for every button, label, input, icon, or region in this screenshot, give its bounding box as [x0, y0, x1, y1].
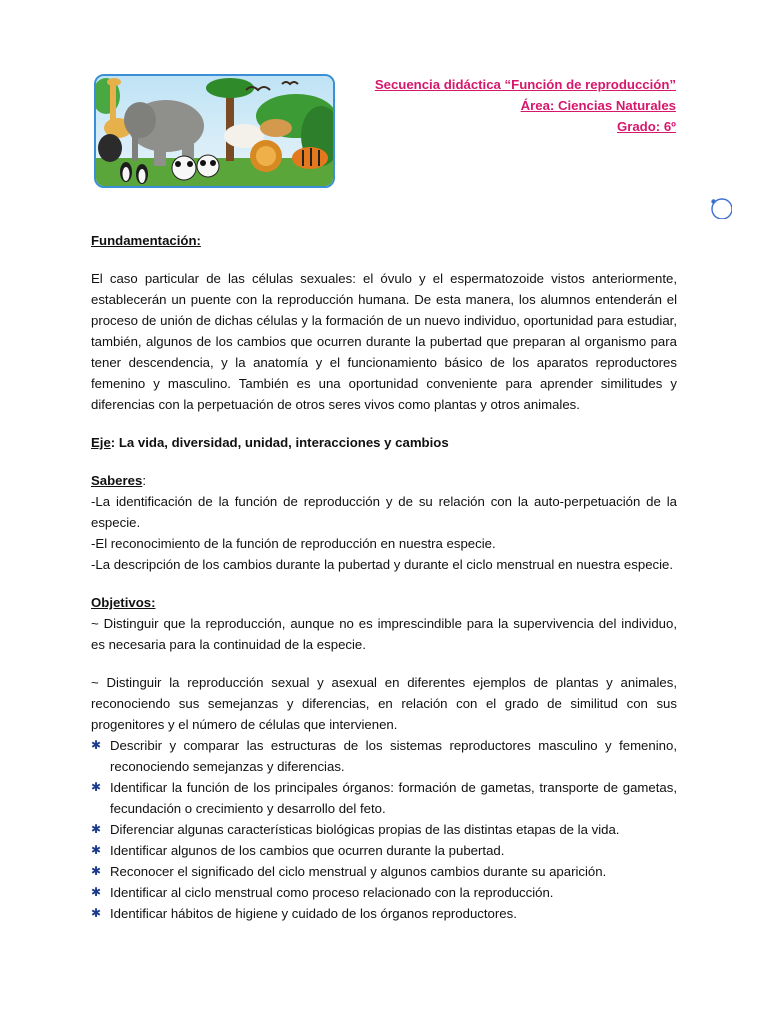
objetivo-bullet-text: Describir y comparar las estructuras de los sistemas reproductores masculino y femenino, reconociendo semejanzas y diferencias. — [110, 738, 677, 774]
document-body — [91, 230, 677, 924]
fundamentacion-paragraph: El caso particular de las células sexuales: el óvulo y el espermatozoide vistos anteriormente, establecerán un puente con la reproducción humana. De esta manera, los alumnos entenderán el proceso de unión de dichas células y la formación de un nuevo individuo, oportunidad para estudiar, también, algunos de los cambios que ocurren durante la pubertad que preparan al organismo para tener descendencia, y la anatomía y el funcionamiento básico de los aparatos reproductores femenino y masculino. También es una oportunidad conveniente para aprender similitudes y diferencias con la perpetuación de otros seres vivos como plantas y otros animales. — [91, 271, 677, 412]
asterisk-bullet-icon: ✱ — [91, 822, 102, 836]
objetivos-heading: Objetivos: — [91, 595, 156, 610]
asterisk-bullet-icon: ✱ — [91, 780, 102, 794]
objetivo-bullet-item — [91, 861, 677, 882]
eje-label: Eje — [91, 435, 111, 450]
animals-banner-image — [94, 74, 335, 188]
asterisk-bullet-icon: ✱ — [91, 843, 102, 857]
saberes-item: -El reconocimiento de la función de reproducción en nuestra especie. — [91, 536, 496, 551]
objetivo-bullet-item — [91, 777, 677, 819]
objetivo-tilde-item: ~ Distinguir la reproducción sexual y asexual en diferentes ejemplos de plantas y animales, reconociendo sus semejanzas y diferencias, en relación con el grado de similitud con sus progenitores y el número de células que intervienen. — [91, 675, 677, 732]
objetivo-bullet-text: Identificar al ciclo menstrual como proceso relacionado con la reproducción. — [110, 885, 554, 900]
fundamentacion-heading: Fundamentación: — [91, 233, 201, 248]
asterisk-bullet-icon: ✱ — [91, 864, 102, 878]
objetivo-bullet-text: Diferenciar algunas características biológicas propias de las distintas etapas de la vida. — [110, 822, 620, 837]
saberes-heading: Saberes: — [91, 473, 146, 488]
asterisk-bullet-icon: ✱ — [91, 906, 102, 920]
objetivo-bullet-item — [91, 819, 677, 840]
objetivo-bullet-item — [91, 882, 677, 903]
objetivo-bullet-item — [91, 735, 677, 777]
eje-text: : La vida, diversidad, unidad, interacciones y cambios — [110, 435, 449, 450]
objetivo-bullet-text: Identificar algunos de los cambios que ocurren durante la pubertad. — [110, 843, 505, 858]
saberes-item: -La identificación de la función de reproducción y de su relación con la auto-perpetuación de la especie. — [91, 494, 677, 530]
saberes-label: Saberes — [91, 473, 143, 488]
objetivo-bullet-text: Identificar la función de los principales órganos: formación de gametas, transporte de gametas, fecundación o crecimiento y desarrollo del feto. — [110, 780, 677, 816]
objetivo-bullet-item — [91, 840, 677, 861]
objetivo-tilde-item: ~ Distinguir que la reproducción, aunque no es imprescindible para la supervivencia del individuo, es necesaria para la continuidad de la especie. — [91, 616, 677, 652]
eje-line — [91, 432, 677, 453]
circle-ring-icon — [710, 197, 732, 219]
animals-illustration — [96, 76, 333, 186]
subject-area: Área: Ciencias Naturales — [520, 98, 676, 113]
asterisk-bullet-icon: ✱ — [91, 885, 102, 899]
sequence-title: Secuencia didáctica “Función de reproducción” — [374, 77, 676, 92]
grade-level: Grado: 6º — [616, 119, 676, 134]
objetivo-bullet-text: Identificar hábitos de higiene y cuidado de los órganos reproductores. — [110, 906, 517, 921]
objetivo-bullet-item — [91, 903, 677, 924]
asterisk-bullet-icon: ✱ — [91, 738, 102, 752]
saberes-item: -La descripción de los cambios durante la pubertad y durante el ciclo menstrual en nuestra especie. — [91, 557, 674, 572]
document-header — [375, 74, 676, 137]
objetivo-bullet-text: Reconocer el significado del ciclo menstrual y algunos cambios durante su aparición. — [110, 864, 607, 879]
